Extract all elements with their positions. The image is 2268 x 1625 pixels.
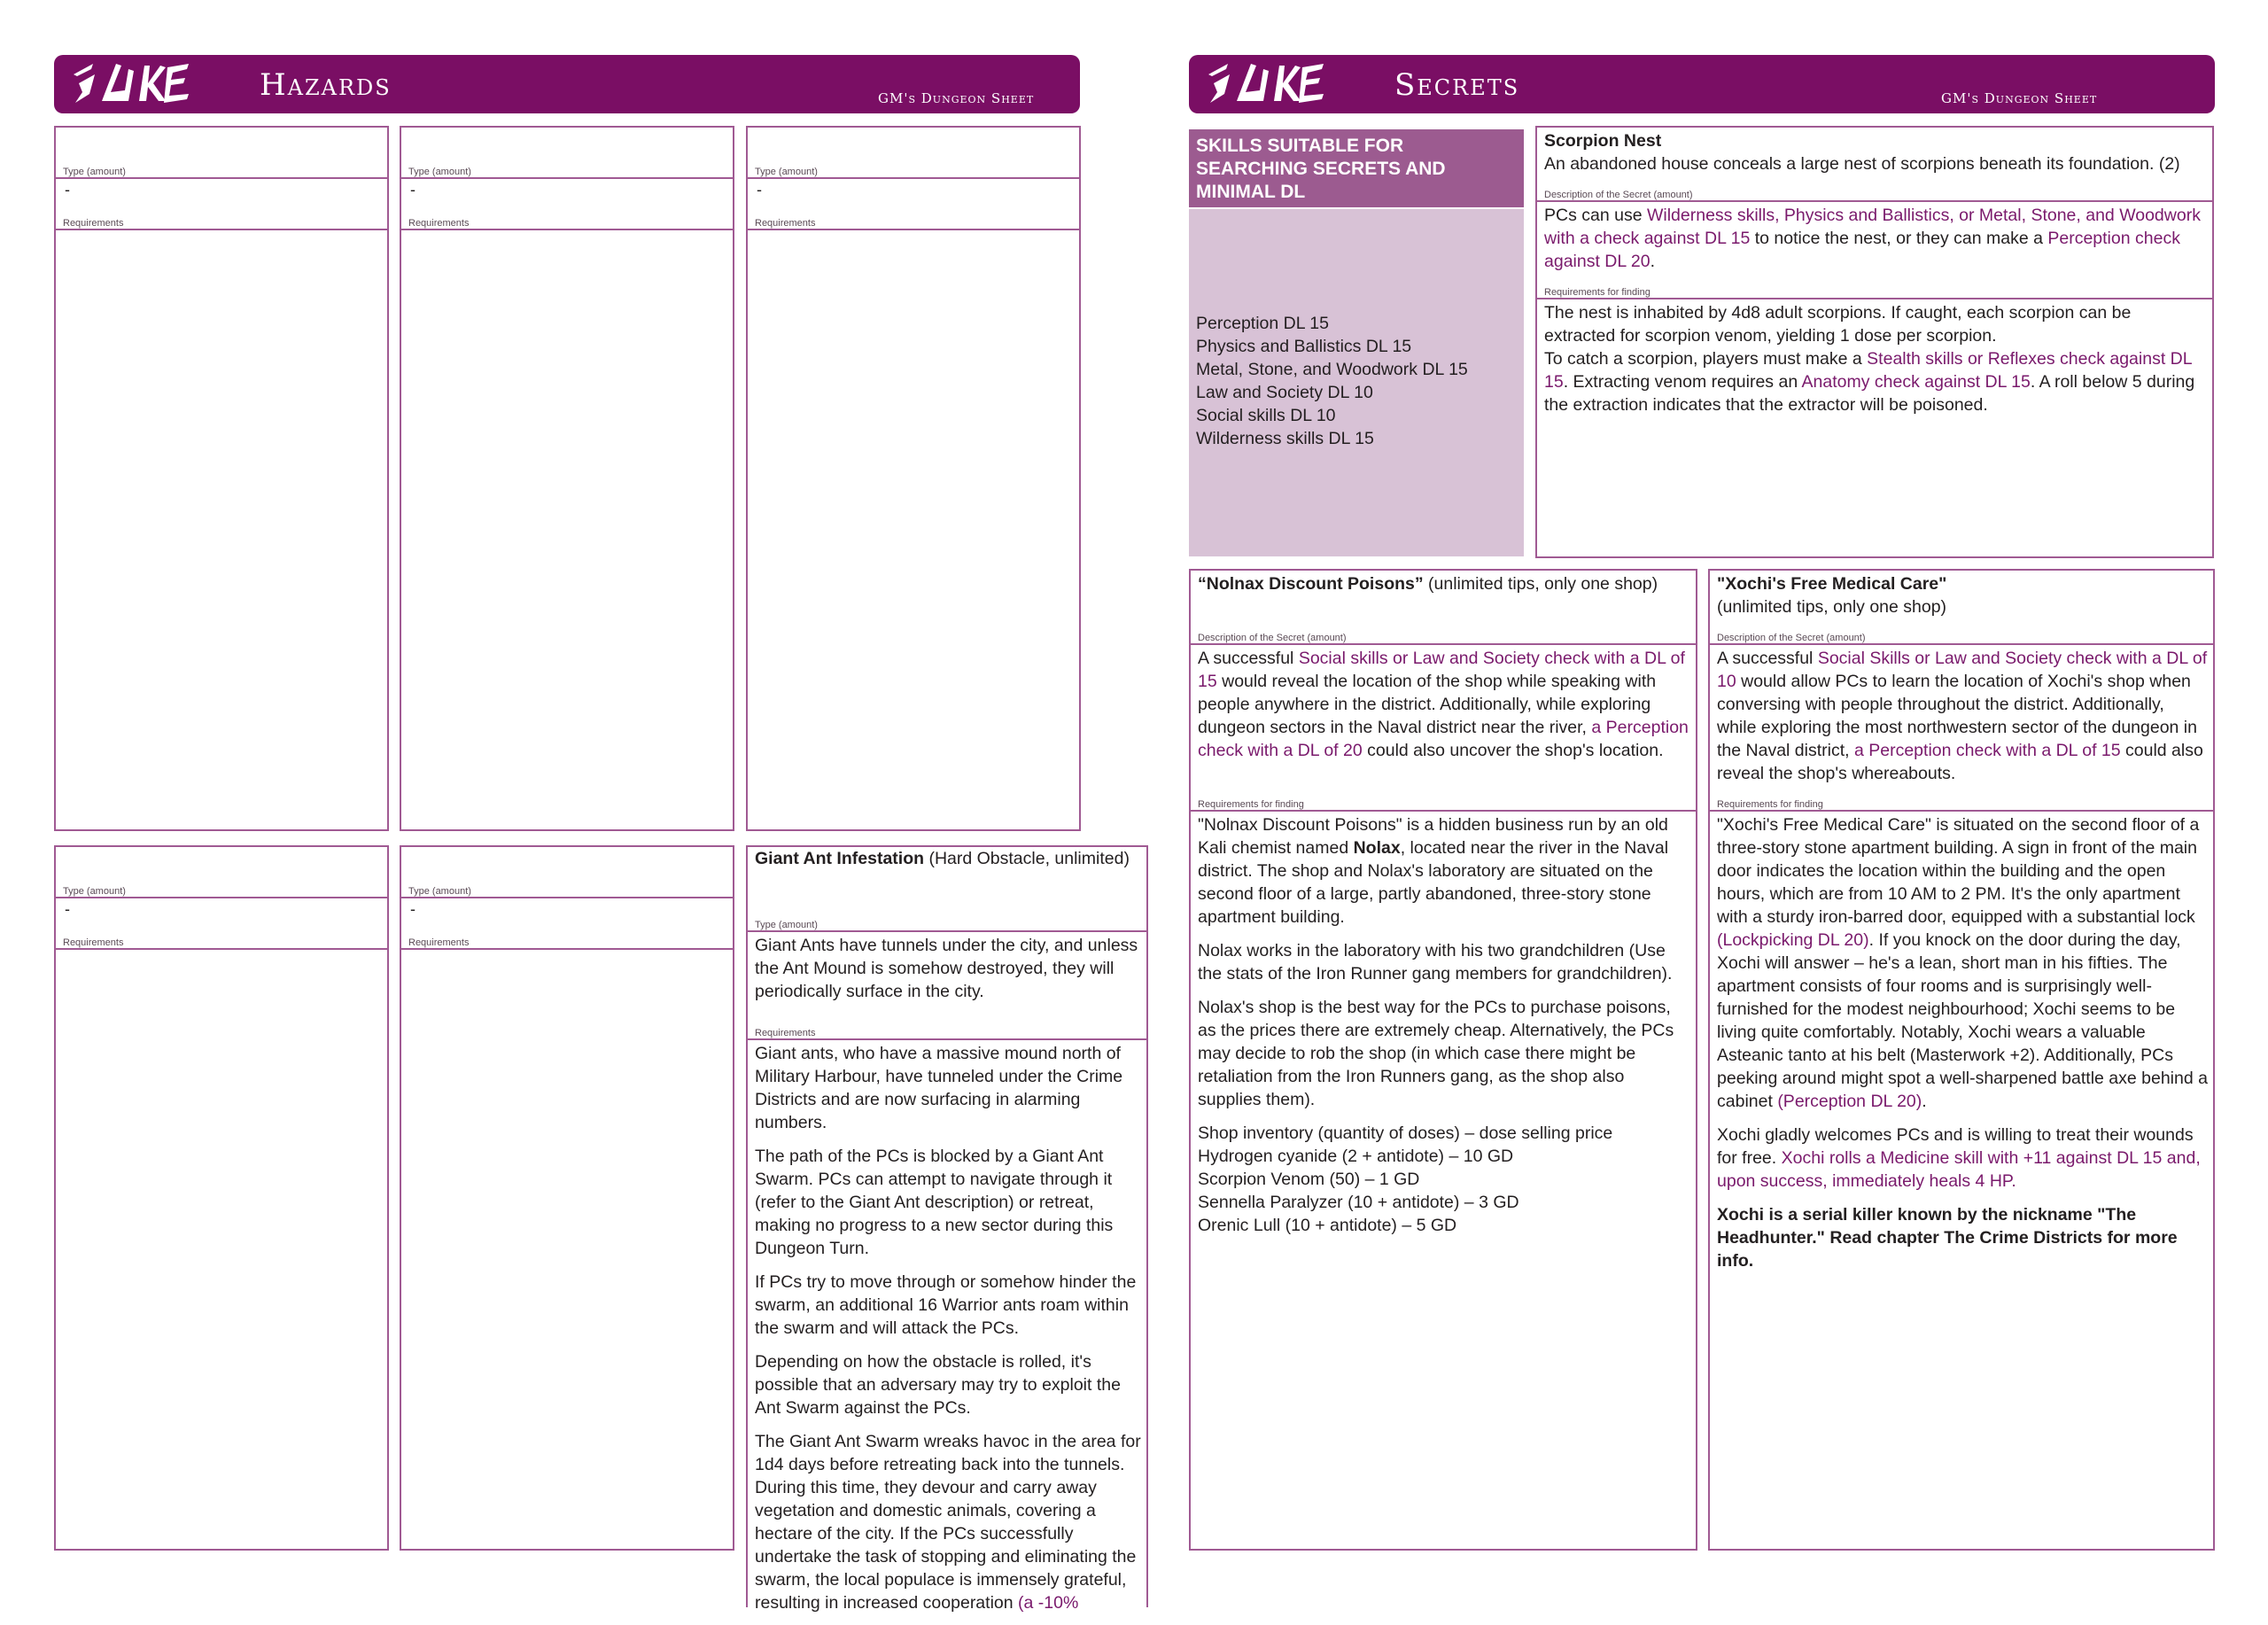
nolnax-box <box>1189 569 1697 1551</box>
inventory-item: Scorpion Venom (50) – 1 GD <box>1198 1170 1420 1189</box>
sake-logo-icon <box>1201 57 1325 112</box>
inventory-item: Orenic Lull (10 + antidote) – 5 GD <box>1198 1216 1457 1235</box>
hazards-subtitle: GM's Dungeon Sheet <box>878 90 1035 106</box>
inventory-item: Shop inventory (quantity of doses) – dose selling price <box>1198 1124 1613 1143</box>
skill-item: Perception DL 15 <box>1196 314 1329 333</box>
xochi-box <box>1708 569 2215 1551</box>
skill-item: Metal, Stone, and Woodwork DL 15 <box>1196 360 1468 379</box>
sake-logo-icon <box>66 57 190 112</box>
xochi-title: "Xochi's Free Medical Care" (unlimited tips, only one shop) <box>1717 574 1947 617</box>
type-label: Type (amount) <box>408 167 471 177</box>
hazards-header <box>54 55 1080 113</box>
type-value: - <box>410 181 416 198</box>
requirements-label: Requirements for finding <box>1717 799 1823 810</box>
type-value: - <box>65 900 70 918</box>
nolnax-title: “Nolnax Discount Poisons” (unlimited tips, only one shop) <box>1198 574 1658 594</box>
xochi-body: "Xochi's Free Medical Care" is situated on the second floor of a three-story stone apartment building. A sign in front of the main door indicates the location within the building and the open hours, which are from 10 AM to 2 PM. It's the only apartment with a sturdy iron-barred door, equipped with a substantial lock (Lockpicking DL 20). If you knock on the door during the day, Xochi will answer – he's a lean, short man in his fifties. The apartment consists of four rooms and is surprisingly well-furnished for the modest neighbourhood; Xochi seems to be living quite comfortably. Notably, Xochi wears a valuable Asteanic tanto at his belt (Masterwork +2). Additionally, PCs peeking around might spot a well-sharpened battle axe behind a cabinet (Perception DL 20). Xochi gladly welcomes PCs and is willing to treat their wounds for free. Xochi rolls a Medicine skill with +11 against DL 15 and, upon success, immediately heals 4 HP. Xochi is a serial killer known by the nickname "The Headhunter." Read chapter The Crime Districts for more info. <box>1717 815 2208 1271</box>
skill-item: Law and Society DL 10 <box>1196 383 1373 402</box>
secrets-header <box>1189 55 2215 113</box>
hazard-box-5 <box>400 845 734 1551</box>
giant-ant-title: Giant Ant Infestation (Hard Obstacle, unlimited) <box>755 849 1130 868</box>
skill-item: Wilderness skills DL 15 <box>1196 429 1374 448</box>
giant-ant-type: Giant Ants have tunnels under the city, and unless the Ant Mound is somehow destroyed, they will periodically surface in the city. <box>755 936 1138 1001</box>
skills-heading: SKILLS SUITABLE FOR SEARCHING SECRETS AND MINIMAL DL <box>1189 129 1524 207</box>
scorpion-body: The nest is inhabited by 4d8 adult scorpions. If caught, each scorpion can be extracted for scorpion venom, yielding 1 dose per scorpion. To catch a scorpion, players must make a Stealth skills or Reflexes check against DL 15. Extracting venom requires an Anatomy check against DL 15. A roll below 5 during the extraction indicates that the extractor will be poisoned. <box>1544 303 2195 415</box>
requirements-label: Requirements for finding <box>1544 287 1651 298</box>
requirements-label: Requirements <box>408 218 470 229</box>
type-label: Type (amount) <box>408 886 471 897</box>
requirements-label: Requirements for finding <box>1198 799 1304 810</box>
inventory-item: Sennella Paralyzer (10 + antidote) – 3 GD <box>1198 1193 1519 1212</box>
type-label: Type (amount) <box>63 167 126 177</box>
inventory-item: Hydrogen cyanide (2 + antidote) – 10 GD <box>1198 1147 1514 1166</box>
secrets-title: Secrets <box>1394 67 1520 103</box>
scorpion-title: Scorpion Nest An abandoned house conceals a large nest of scorpions beneath its foundation. (2) <box>1544 131 2180 174</box>
scorpion-description: PCs can use Wilderness skills, Physics and Ballistics, or Metal, Stone, and Woodwork with a check against DL 15 to notice the nest, or they can make a Perception check against DL 20. <box>1544 206 2201 271</box>
description-label: Description of the Secret (amount) <box>1198 633 1347 643</box>
skill-item: Social skills DL 10 <box>1196 406 1336 425</box>
nolnax-description: A successful Social skills or Law and Society check with a DL of 15 would reveal the location of the shop while speaking with people anywhere in the district. Additionally, while exploring dungeon sectors in the Naval district near the river, a Perception check with a DL of 20 could also uncover the shop's location. <box>1198 649 1689 760</box>
type-value: - <box>65 181 70 198</box>
requirements-label: Requirements <box>63 937 124 948</box>
giant-ant-body: Giant ants, who have a massive mound north of Military Harbour, have tunneled under the Crime Districts and are now surfacing in alarming numbers. The path of the PCs is blocked by a Giant Ant Swarm. PCs can attempt to navigate through it (refer to the Giant Ant description) or retreat, making no progress to a new sector during this Dungeon Turn. If PCs try to move through or somehow hinder the swarm, an additional 16 Warrior ants roam within the swarm and will attack the PCs. Depending on how the obstacle is rolled, it's possible that an adversary may try to exploit the Ant Swarm against the PCs. The Giant Ant Swarm wreaks havoc in the area for 1d4 days before retreating back into the tunnels. During this time, they devour and carry away vegetation and domestic animals, covering a hectare of the city. If the PCs successfully undertake the task of stopping and eliminating the swarm, the local populace is immensely grateful, resulting in increased cooperation (a -10% <box>755 1044 1141 1613</box>
scorpion-nest-box <box>1535 126 2214 558</box>
requirements-label: Requirements <box>408 937 470 948</box>
type-label: Type (amount) <box>755 167 818 177</box>
skill-item: Physics and Ballistics DL 15 <box>1196 337 1412 356</box>
type-label: Type (amount) <box>63 886 126 897</box>
requirements-label: Requirements <box>63 218 124 229</box>
skills-list <box>1189 209 1524 556</box>
secrets-subtitle: GM's Dungeon Sheet <box>1941 90 2098 106</box>
description-label: Description of the Secret (amount) <box>1544 190 1693 200</box>
hazard-box-2 <box>400 126 734 831</box>
type-label: Type (amount) <box>755 920 818 930</box>
xochi-description: A successful Social Skills or Law and Society check with a DL of 10 would allow PCs to learn the location of Xochi's shop when conversing with people throughout the district. Additionally, while exploring the most northwestern sector of the dungeon in the Naval district, a Perception check with a DL of 15 could also reveal the shop's whereabouts. <box>1717 649 2208 783</box>
giant-ant-box <box>746 845 1148 1613</box>
hazard-box-1 <box>54 126 389 831</box>
hazard-box-4 <box>54 845 389 1551</box>
requirements-label: Requirements <box>755 1028 816 1038</box>
hazard-box-3 <box>746 126 1081 831</box>
nolnax-body: "Nolnax Discount Poisons" is a hidden business run by an old Kali chemist named Nolax, located near the river in the Naval district. The shop and Nolax's laboratory are situated on the second floor of a large, partly abandoned, three-story stone apartment building. Nolax works in the laboratory with his two grandchildren (Use the stats of the Iron Runner gang members for grandchildren). Nolax's shop is the best way for the PCs to purchase poisons, as the prices there are extremely cheap. Alternatively, the PCs may decide to rob the shop (in which case there might be retaliation from the Iron Runners gang, as the shop also supplies them). Shop inventory (quantity of doses) – dose selling price Hydrogen cyanide (2 + antidote) – 10 GD Scorpion Venom (50) – 1 GD Sennella Paralyzer (10 + antidote) – 3 GD Orenic Lull (10 + antidote) – 5 GD <box>1198 813 1690 1237</box>
hazards-title: Hazards <box>260 67 392 103</box>
type-value: - <box>410 900 416 918</box>
requirements-label: Requirements <box>755 218 816 229</box>
description-label: Description of the Secret (amount) <box>1717 633 1866 643</box>
type-value: - <box>757 181 762 198</box>
